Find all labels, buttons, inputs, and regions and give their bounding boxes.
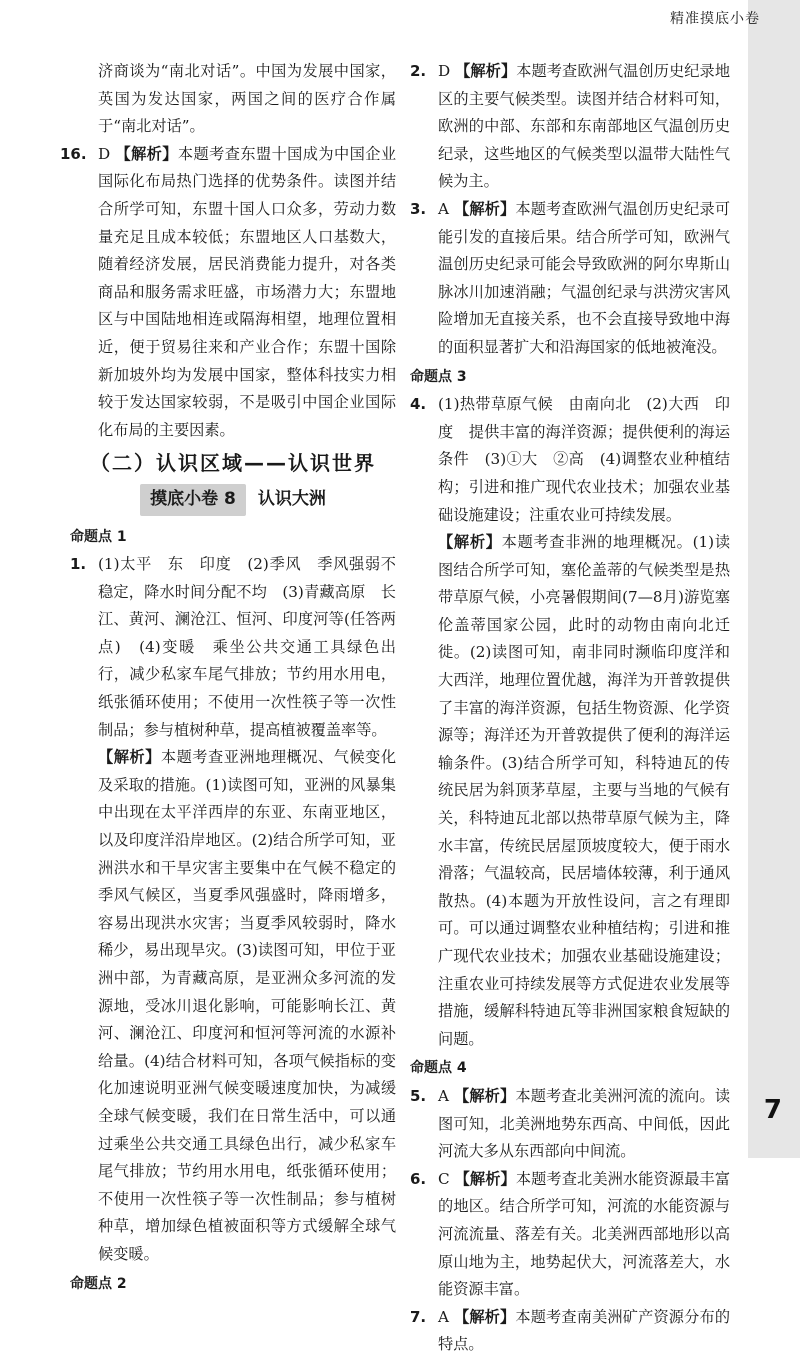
mingti-2: 命题点 2 [70, 1275, 127, 1292]
answer-text: (1)太平 东 印度 (2)季风 季风强弱不稳定，降水时间分配不均 (3)青藏高原 长江、黄河、澜沧江、恒河、印度河等(任答两点) (4)变暖 乘坐公共交通工具绿色出行，减少私家车尾气排放；节约用水用电，纸张循环使用；不使用一次性筷子等一次性制品；参与植树种草，提高植被覆盖率等。 [98, 555, 396, 739]
analysis-text: 本题考查欧洲气温创历史纪录地区的主要气候类型。读图并结合材料可知，欧洲的中部、东部和东南部地区气温创历史纪录，这些地区的气候类型以温带大陆性气候为主。 [438, 62, 731, 191]
left-column [60, 58, 397, 1298]
analysis-text: 本题考查北美洲水能资源最丰富的地区。结合所学可知，河流的水能资源与河流流量、落差有关。北美洲西部地形以高原山地为主，地势起伏大，河流落差大，水能资源丰富。 [438, 1169, 731, 1299]
question-number: 5. [410, 1086, 427, 1105]
analysis-text: 本题考查欧洲气温创历史纪录可能引发的直接后果。结合所学可知，欧洲气温创历史纪录可能会导致欧洲的阿尔卑斯山脉冰川加速消融；气温创纪录与洪涝灾害风险增加无直接关系，也不会直接导致地中海的面积显著扩大和沿海国家的低地被淹没。 [438, 199, 731, 356]
analysis-tag: 【解析】 [98, 748, 161, 767]
question-number: 3. [410, 199, 427, 218]
section-title: （二）认识区域——认识世界 [90, 451, 376, 476]
paper-tag: 摸底小卷 8 [140, 484, 246, 516]
mingti-3: 命题点 3 [410, 368, 467, 385]
mingti-4: 命题点 4 [410, 1060, 467, 1077]
answer-letter: A [438, 1307, 449, 1326]
analysis-tag: 【解析】 [454, 1169, 516, 1188]
analysis-text: 本题考查非洲的地理概况。(1)读图结合所学可知，塞伦盖蒂的气候类型是热带草原气候，小亮暑假期间(7—8月)游览塞伦盖蒂国家公园，此时的动物由南向北迁徙。(2)读图可知，南非同时濒临印度洋和大西洋，地理位置优越，海洋为开普敦提供了丰富的海洋资源，包括生物资源、化学资源等；海洋还为开普敦提供了便利的海洋运输条件。(3)结合所学可知，科特迪瓦的传统民居为斜顶茅草屋，主要与当地的气候有关，科特迪瓦北部以热带草原气候为主，降水丰富，传统民居屋顶坡度较大，便于雨水滑落；气温较高，民居墙体较薄，利于通风散热。(4)本题为开放性设问，言之有理即可。可以通过调整农业种植结构；引进和推广现代农业技术；加强农业基础设施建设；注重农业可持续发展等方式促进农业发展等措施，缓解科特迪瓦等非洲国家粮食短缺的问题。 [438, 533, 731, 1048]
answer-text: (1)热带草原气候 由南向北 (2)大西 印度 提供丰富的海洋资源；提供便利的海运条件 (3)①大 ②高 (4)调整农业种植结构；引进和推广现代农业技术；加强农业基础设施建设；注重农业可持续发展。 [438, 395, 730, 524]
right-column [410, 58, 730, 1359]
continued-text: 济商谈为“南北对话”。中国为发展中国家，英国为发达国家，两国之间的医疗合作属于“南北对话”。 [98, 62, 396, 136]
analysis-text: 本题考查北美洲河流的流向。读图可知，北美洲地势东西高、中间低，因此河流大多从东西部向中间流。 [438, 1086, 731, 1161]
analysis-tag: 【解析】 [453, 1307, 516, 1326]
answer-letter: A [438, 199, 449, 218]
analysis-tag: 【解析】 [455, 62, 517, 80]
question-number: 16. [60, 144, 87, 163]
question-6 [410, 1166, 730, 1304]
paper-title [70, 484, 396, 516]
analysis-tag: 【解析】 [453, 1086, 516, 1105]
question-3 [410, 196, 730, 362]
analysis-tag: 【解析】 [438, 533, 502, 552]
question-number: 1. [70, 555, 87, 574]
question-number: 4. [410, 395, 427, 414]
analysis [70, 744, 396, 1268]
side-tab [748, 0, 800, 1158]
page-number: 7 [763, 1095, 782, 1125]
answer-letter: D [98, 144, 111, 163]
answer-letter: D [438, 62, 451, 80]
question-number: 2. [410, 62, 427, 80]
analysis [410, 529, 730, 1053]
analysis-tag: 【解析】 [453, 199, 516, 218]
question-5 [410, 1083, 730, 1166]
analysis-text: 本题考查东盟十国成为中国企业国际化布局热门选择的优势条件。读图并结合所学可知，东盟十国人口众多，劳动力数量充足且成本较低；东盟地区人口基数大，随着经济发展，居民消费能力提升，对各类商品和服务需求旺盛，市场潜力大；东盟地区与中国陆地相连或隔海相望，地理位置相近，便于贸易往来和产业合作；东盟十国除新加坡外均为发展中国家，整体科技实力相较于发达国家较弱，不是吸引中国企业国际化布局的主要因素。 [98, 144, 397, 439]
question-16 [60, 141, 397, 445]
paper-name: 认识大洲 [257, 488, 326, 509]
question-number: 6. [410, 1169, 427, 1188]
mingti-1: 命题点 1 [70, 528, 127, 545]
answer-letter: C [438, 1169, 450, 1188]
analysis-text: 本题考查南美洲矿产资源分布的特点。 [438, 1307, 731, 1354]
answer-letter: A [438, 1086, 449, 1105]
analysis-tag: 【解析】 [115, 144, 178, 163]
question-number: 7. [410, 1307, 427, 1326]
question-1 [70, 551, 396, 744]
header-label: 精准摸底小卷 [670, 11, 760, 27]
question-2 [410, 58, 730, 196]
question-7 [410, 1304, 730, 1359]
question-4 [410, 391, 730, 529]
analysis-text: 本题考查亚洲地理概况、气候变化及采取的措施。(1)读图可知，亚洲的风暴集中出现在太平洋西岸的东亚、东南亚地区，以及印度洋沿岸地区。(2)结合所学可知，亚洲洪水和干旱灾害主要集中在气候不稳定的季风气候区，当夏季风强盛时，降雨增多，容易出现洪水灾害；当夏季风较弱时，降水稀少，易出现旱灾。(3)读图可知，甲位于亚洲中部，为青藏高原，是亚洲众多河流的发源地，受冰川退化影响，可能影响长江、黄河、澜沧江、印度河和恒河等河流的水源补给量。(4)结合材料可知，各项气候指标的变化加速说明亚洲气候变暖速度加快，为减缓全球气候变暖，我们在日常生活中，可以通过乘坐公共交通工具绿色出行，减少私家车尾气排放；节约用水用电，纸张循环使用；不使用一次性筷子等一次性制品；参与植树种草，增加绿色植被面积等方式缓解全球气候变暖。 [98, 748, 397, 1263]
